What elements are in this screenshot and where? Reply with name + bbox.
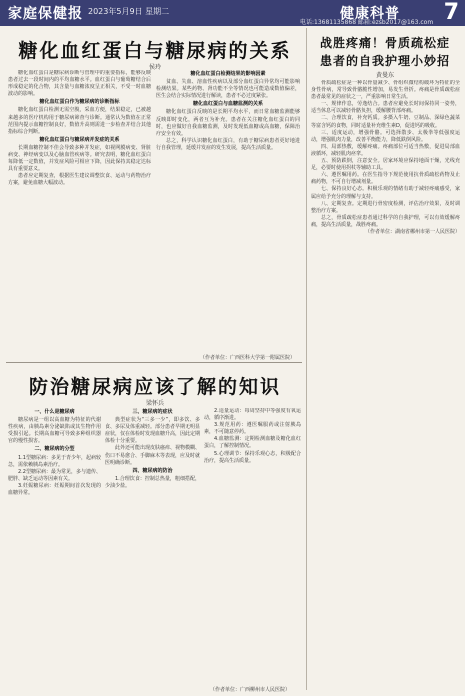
article1-column-right: 糖化血红蛋白检测结果的影响因素 贫血、失血、溶血性疾病以及部分血红蛋白异常均可能影响检测结果。某些药物、肾功能不全等情况也可能造成数值偏差，医生会结合实际情况进行解读，患者不必过度紧张。 糖化血红蛋白与血糖监测的关系 糖化血红蛋白反映的是长期平均水平，而日常血糖监测能够反映即时变化，两者互为补充。患者在关注糖化血红蛋白的同时，也应做好自我血糖监测，及时发现低血糖或高血糖，保障治疗安全有效。 总之，科学认识糖化血红蛋白，有助于糖尿病患者更好地进行自我管理，延缓并发症的发生发展，提高生活质量。 [156, 71, 300, 151]
page-number: 7 [443, 0, 459, 25]
article2-subhead: 三、糖尿病的症状 [132, 409, 173, 415]
article2-subhead: 四、糖尿病的防治 [132, 467, 173, 474]
article2-byline: 梁怀兵 [145, 400, 164, 407]
section-divider [6, 362, 302, 363]
article1-byline: 侯玲 [148, 64, 161, 71]
newspaper-title: 家庭保健报 [8, 6, 83, 22]
article1-subhead: 糖化血红蛋白作为糖尿病的诊断指标 [39, 99, 120, 106]
article2-subhead: 二、糖尿病的分型 [34, 446, 75, 453]
article1-subhead: 糖化血红蛋白与糖尿病并发症的关系 [39, 136, 120, 143]
article1-column-left: 糖化血红蛋白是糖尿病诊断与管理中的重要指标，能够反映患者过去一段时间内的平均血糖水平。血红蛋白与葡萄糖结合后形成稳定的化合物，其含量与血糖浓度呈正相关，不受一时血糖波动的影响。 糖化血红蛋白作为糖尿病的诊断指标 糖化血红蛋白检测无需空腹，采血方便，结果稳定，已被越来越多的医疗机构用于糖尿病筛查与诊断。通常认为数值在正常范围内提示血糖控制良好，数值升高则需进一步检查并结合其他指标综合判断。 糖化血红蛋白与糖尿病并发症的关系 长期血糖控制不佳会导致多种并发症，如视网膜病变、肾脏病变、神经病变以及心脑血管疾病等。研究表明，糖化血红蛋白每降低一定数值，并发症风险可相应下降，因此保持其稳定达标具有重要意义。 患者应定期复查，根据医生建议调整饮食、运动与药物治疗方案，避免血糖大幅波动。 [8, 70, 151, 187]
article3-byline: 黄曼东 [375, 72, 394, 79]
column-divider [306, 28, 307, 690]
article2-subhead: 一、什么是糖尿病 [34, 409, 75, 415]
article3-body: 骨质疏松症是一种以骨量减少、骨组织微结构破坏为特征的全身性骨病，常导致骨骼脆性增加，易发生骨折。疼痛是骨质疏松症患者最常见的症状之一，严重影响日常生活。 一、规律作息，劳逸结合。患者应避免长时间保持同一姿势，适当休息可以减轻骨骼负担，缓解腰背部疼痛。 二、合理饮食，补充钙质。多摄入牛奶、豆制品、深绿色蔬菜等富含钙的食物，同时适量补充维生素D，促进钙的吸收。 三、适度运动，增强骨骼。可选择散步、太极拳等低强度运动，增强肌肉力量，改善平衡能力，降低跌倒风险。 四、局部热敷，缓解疼痛。疼痛部位可适当热敷，促进局部血液循环，减轻肌肉痉挛。 五、预防跌倒，注意安全。居家环境应保持地面干燥，光线充足，必要时使用拐杖等辅助工具。 六、遵医嘱用药。在医生指导下规范使用抗骨质疏松药物及止痛药物，不可自行增减剂量。 七、保持良好心态。积极乐观的情绪有助于减轻疼痛感受，家属应给予充分的理解与支持。 八、定期复查。定期进行骨密度检测，评估治疗效果，及时调整治疗方案。 总之，骨质疏松症患者通过科学的自我护理，可以有效缓解疼痛，提高生活质量，战胜疼痛。 （作者单位：湖南省郴州市第一人民医院） [311, 80, 460, 235]
article2-column-3: 2.适量运动：每周坚持中等强度有氧运动，循序渐进。 3.规范用药：遵医嘱服药或注射胰岛素，不可随意停药。 4.血糖监测：定期检测血糖及糖化血红蛋白，了解控制情况。 5.心理调节：保持乐观心态，积极配合治疗，提高生活质量。 [204, 408, 301, 464]
article2-column-1: 一、什么是糖尿病 糖尿病是一组以高血糖为特征的代谢性疾病，由胰岛素分泌缺陷或其生物作用受损引起。长期高血糖可导致多种组织器官的慢性损害。 二、糖尿病的分型 1.1型糖尿病：多见于青少年，起病较急，需依赖胰岛素治疗。 2.2型糖尿病：最为常见，多与遗传、肥胖、缺乏运动等因素有关。 3.妊娠糖尿病：妊娠期间首次发现的血糖异常。 [8, 409, 101, 497]
article1-headline: 糖化血红蛋白与糖尿病的关系 [18, 40, 292, 62]
article2-column-2: 三、糖尿病的症状 典型症状为“三多一少”，即多饮、多食、多尿及体重减轻。部分患者早期无明显症状，仅在体检时发现血糖升高，因此定期体检十分重要。 此外还可能出现皮肤瘙痒、视物模糊、伤口不易愈合、手脚麻木等表现，应及时就医明确诊断。 四、糖尿病的防治 1.合理饮食：控制总热量，粗细搭配，少油少盐。 [105, 409, 200, 489]
article2-footnote: （作者单位：广西柳州市人民医院） [210, 687, 291, 693]
article1-subhead: 糖化血红蛋白检测结果的影响因素 [190, 71, 266, 77]
article1-subhead: 糖化血红蛋白与血糖监测的关系 [192, 101, 263, 108]
article1-footnote: （作者单位：广西医科大学第一附属医院） [200, 355, 296, 361]
page-header [0, 0, 465, 26]
issue-date: 2023年5月9日 星期二 [88, 7, 170, 16]
contact-line: 电话:13681135868 邮箱:ezsb2017@163.com [300, 19, 434, 26]
article2-headline: 防治糖尿病应该了解的知识 [28, 376, 281, 398]
article3-headline-line1: 战胜疼痛！骨质疏松症 [319, 36, 450, 50]
article3-footnote: （作者单位：湖南省郴州市第一人民医院） [364, 228, 460, 235]
section-title: 健康科普 [340, 6, 400, 22]
article3-headline-line2: 患者的自我护理小妙招 [319, 54, 450, 68]
